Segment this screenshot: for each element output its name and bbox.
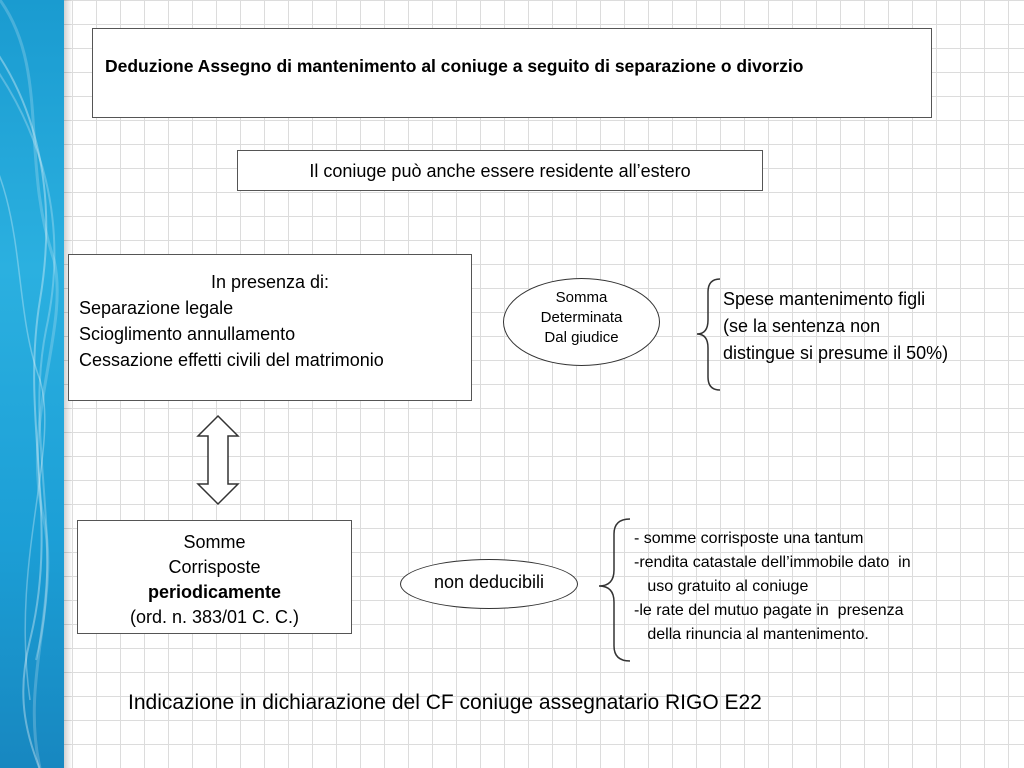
bottom-note: Indicazione in dichiarazione del CF coniuge assegnatario RIGO E22 — [128, 691, 762, 714]
spese-line: Spese mantenimento figli — [723, 289, 926, 309]
slide-title: Deduzione Assegno di mantenimento al coniuge a seguito di separazione o divorzio — [105, 56, 804, 76]
presenza-heading: In presenza di: — [210, 272, 330, 292]
list-item: della rinuncia al mantenimento. — [634, 626, 869, 643]
presenza-item: Separazione legale — [79, 298, 234, 318]
ellipse-line: Dal giudice — [544, 329, 619, 346]
somme-line: Corrisposte — [168, 557, 261, 577]
somme-line-bold: periodicamente — [147, 582, 282, 602]
list-item: -le rate del mutuo pagate in presenza — [634, 602, 904, 619]
list-item: -rendita catastale dell’immobile dato in — [634, 554, 911, 571]
curly-brace-left-icon — [697, 279, 720, 390]
ellipse-line: Determinata — [540, 309, 623, 326]
double-arrow-vertical-icon — [198, 416, 238, 504]
presenza-item: Cessazione effetti civili del matrimonio — [79, 350, 384, 370]
presenza-item: Scioglimento annullamento — [79, 324, 296, 344]
curly-brace-left-icon — [599, 519, 630, 661]
somme-line: (ord. n. 383/01 C. C.) — [129, 607, 300, 627]
ellipse-line: Somma — [555, 289, 608, 306]
resident-note-text: Il coniuge può anche essere residente all’estero — [309, 161, 691, 181]
list-item: - somme corrisposte una tantum — [634, 530, 864, 547]
list-item: uso gratuito al coniuge — [634, 578, 809, 595]
spese-line: distingue si presume il 50%) — [723, 343, 949, 363]
non-deducibili-label: non deducibili — [433, 572, 545, 592]
somme-line: Somme — [183, 532, 246, 552]
spese-line: (se la sentenza non — [723, 316, 881, 336]
